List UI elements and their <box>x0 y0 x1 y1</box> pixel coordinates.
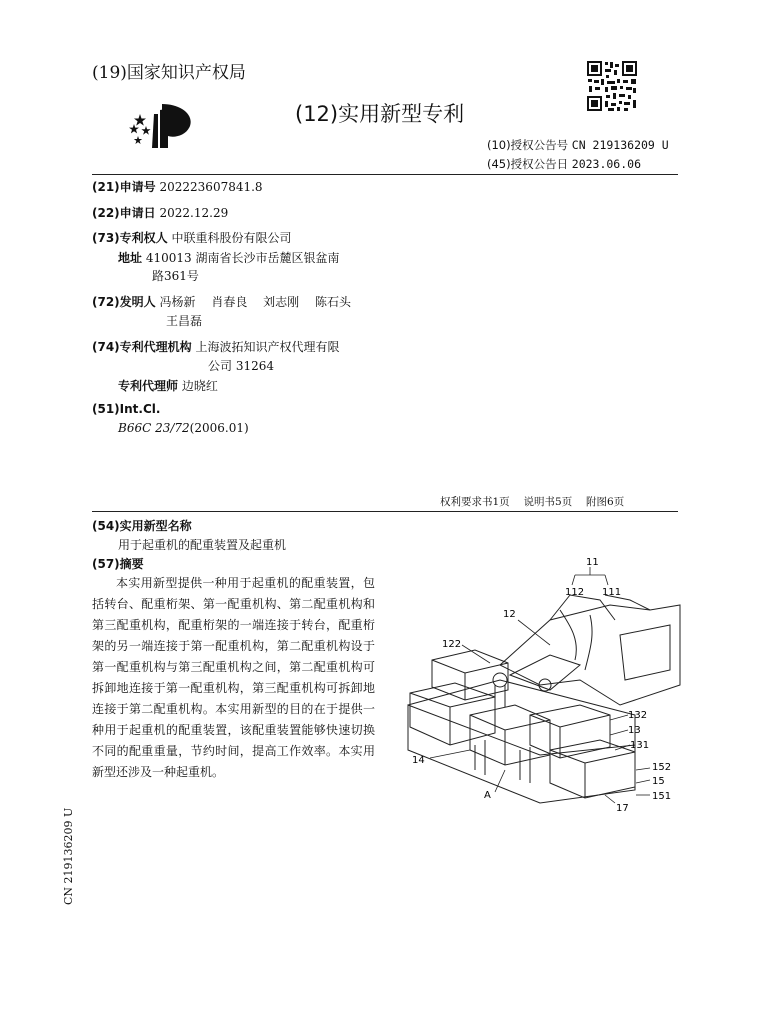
agent: 边晓红 <box>181 379 218 393</box>
patentee-label: (73)专利权人 <box>92 231 168 245</box>
application-date: 2022.12.29 <box>159 206 229 220</box>
publication-number-label: (10)授权公告号 <box>487 138 569 152</box>
side-publication-number: CN 219136209 U <box>62 807 75 905</box>
agency-label: (74)专利代理机构 <box>92 340 192 354</box>
publication-number-row <box>487 137 669 153</box>
figure-label-11: 11 <box>586 557 599 568</box>
publication-number: CN 219136209 U <box>571 138 669 152</box>
document-kind-title: (12)实用新型专利 <box>295 102 465 126</box>
cnipa-emblem-icon <box>124 100 200 152</box>
figure-label-122: 122 <box>442 639 462 650</box>
address-line-1: 410013 湖南省长沙市岳麓区银盆南 <box>145 251 340 265</box>
agent-row <box>118 377 218 394</box>
address-label: 地址 <box>118 251 143 265</box>
figure-label-14: 14 <box>412 755 425 766</box>
abstract-text: 本实用新型提供一种用于起重机的配重装置，包括转台、配重桁架、第一配重机构、第二配重机构和第三配重机构，配重桁架的一端连接于转台，配重桁架的另一端连接于第一配重机构，第二配重机构设于第一配重机构与第三配重机构之间，第二配重机构可拆卸地连接于第一配重机构，第三配重机构可拆卸地连接于第二配重机构。本实用新型的目的在于提供一种用于起重机的配重装置，该配重装置能够快速切换不同的配重重量，节约时间，提高工作效率。本实用新型还涉及一种起重机。 <box>92 576 375 779</box>
patentee-row <box>92 229 292 246</box>
figure-label-12: 12 <box>503 609 516 620</box>
patentee: 中联重科股份有限公司 <box>171 231 292 245</box>
publication-date-row <box>487 156 641 172</box>
figure-label-112: 112 <box>565 587 585 598</box>
abstract-figure <box>400 555 685 820</box>
inventors-row <box>92 293 351 310</box>
application-date-label: (22)申请日 <box>92 206 156 220</box>
int-cl-version: (2006.01) <box>189 421 249 435</box>
agency-line-2: 公司 31264 <box>208 359 274 373</box>
title-label: (54)实用新型名称 <box>92 519 192 533</box>
agency-line-1: 上海波拓知识产权代理有限 <box>195 340 340 354</box>
office-name: (19)国家知识产权局 <box>92 63 246 83</box>
figure-label-13: 13 <box>628 725 641 736</box>
agent-label: 专利代理师 <box>118 379 179 393</box>
page-counts: 权利要求书1页 说明书5页 附图6页 <box>440 496 625 508</box>
application-number-label: (21)申请号 <box>92 180 156 194</box>
figure-label-17: 17 <box>616 803 629 814</box>
int-cl-row <box>118 421 249 435</box>
figure-label-131: 131 <box>630 740 650 751</box>
int-cl-code: B66C 23/72 <box>118 421 190 435</box>
publication-date-label: (45)授权公告日 <box>487 157 569 171</box>
application-date-row <box>92 204 228 221</box>
figure-label-A: A <box>484 790 491 801</box>
abstract-label: (57)摘要 <box>92 557 144 571</box>
address-row <box>118 249 339 266</box>
application-number-row <box>92 178 263 195</box>
agency-row <box>92 338 340 355</box>
abstract-divider <box>92 511 678 512</box>
figure-label-132: 132 <box>628 710 648 721</box>
address-line-2: 路361号 <box>152 269 199 283</box>
utility-model-title: 用于起重机的配重装置及起重机 <box>118 538 287 552</box>
inventors-line-1: 冯杨新 肖春良 刘志刚 陈石头 <box>159 295 351 309</box>
figure-label-152: 152 <box>652 762 672 773</box>
int-cl-label: (51)Int.Cl. <box>92 402 161 416</box>
figure-label-15: 15 <box>652 776 665 787</box>
qr-code-icon <box>586 60 638 112</box>
inventors-line-2: 王昌磊 <box>166 314 203 328</box>
figure-label-111: 111 <box>602 587 622 598</box>
header-divider <box>92 174 678 175</box>
publication-date: 2023.06.06 <box>571 157 642 171</box>
application-number: 202223607841.8 <box>159 180 263 194</box>
figure-label-151: 151 <box>652 791 672 802</box>
inventors-label: (72)发明人 <box>92 295 156 309</box>
